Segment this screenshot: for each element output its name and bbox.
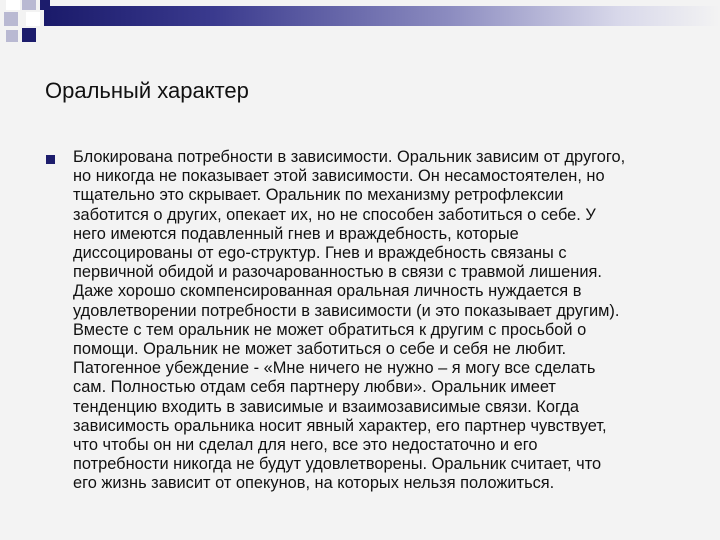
decor-square [4,12,18,26]
decor-square [22,0,36,10]
slide-title: Оральный характер [45,78,249,103]
decor-square [22,28,36,42]
header-gradient-bar [44,6,720,26]
slide-body-text: Блокирована потребности в зависимости. Оральник зависим от другого, но никогда не показывает этой зависимости. Он несамостоятелен, но тщательно это скрывает. Оральник по механизму ретрофлексии заботится о других, опекает их, но не способен заботиться о себе. У него имеются подавленный гнев и враждебность, которые диссоцированы от ego-структур. Гнев и враждебность связаны с первичной обидой и разочарованностью в связи с травмой лишения. Даже хорошо скомпенсированная оральная личность нуждается в удовлетворении потребности в зависимости (и это показывает другим). Вместе с тем оральник не может обратиться к другим с просьбой о помощи. Оральник не может заботиться о себе и себя не любит. Патогенное убеждение - «Мне ничего не нужно – я могу все сделать сам. Полностью отдам себя партнеру любви». Оральник имеет тенденцию входить в зависимые и взаимозависимые связи. Когда зависимость оральника носит явный характер, его партнер чувствует, что чтобы он ни сделал для него, все это недостаточно и его потребности никогда не будут удовлетворены. Оральник считает, что его жизнь зависит от опекунов, на которых нельзя положиться. [73,148,626,493]
decor-square [26,12,40,26]
decor-square [6,30,18,42]
square-bullet-icon [46,155,55,164]
decor-square [40,0,50,10]
decor-square [6,0,20,10]
